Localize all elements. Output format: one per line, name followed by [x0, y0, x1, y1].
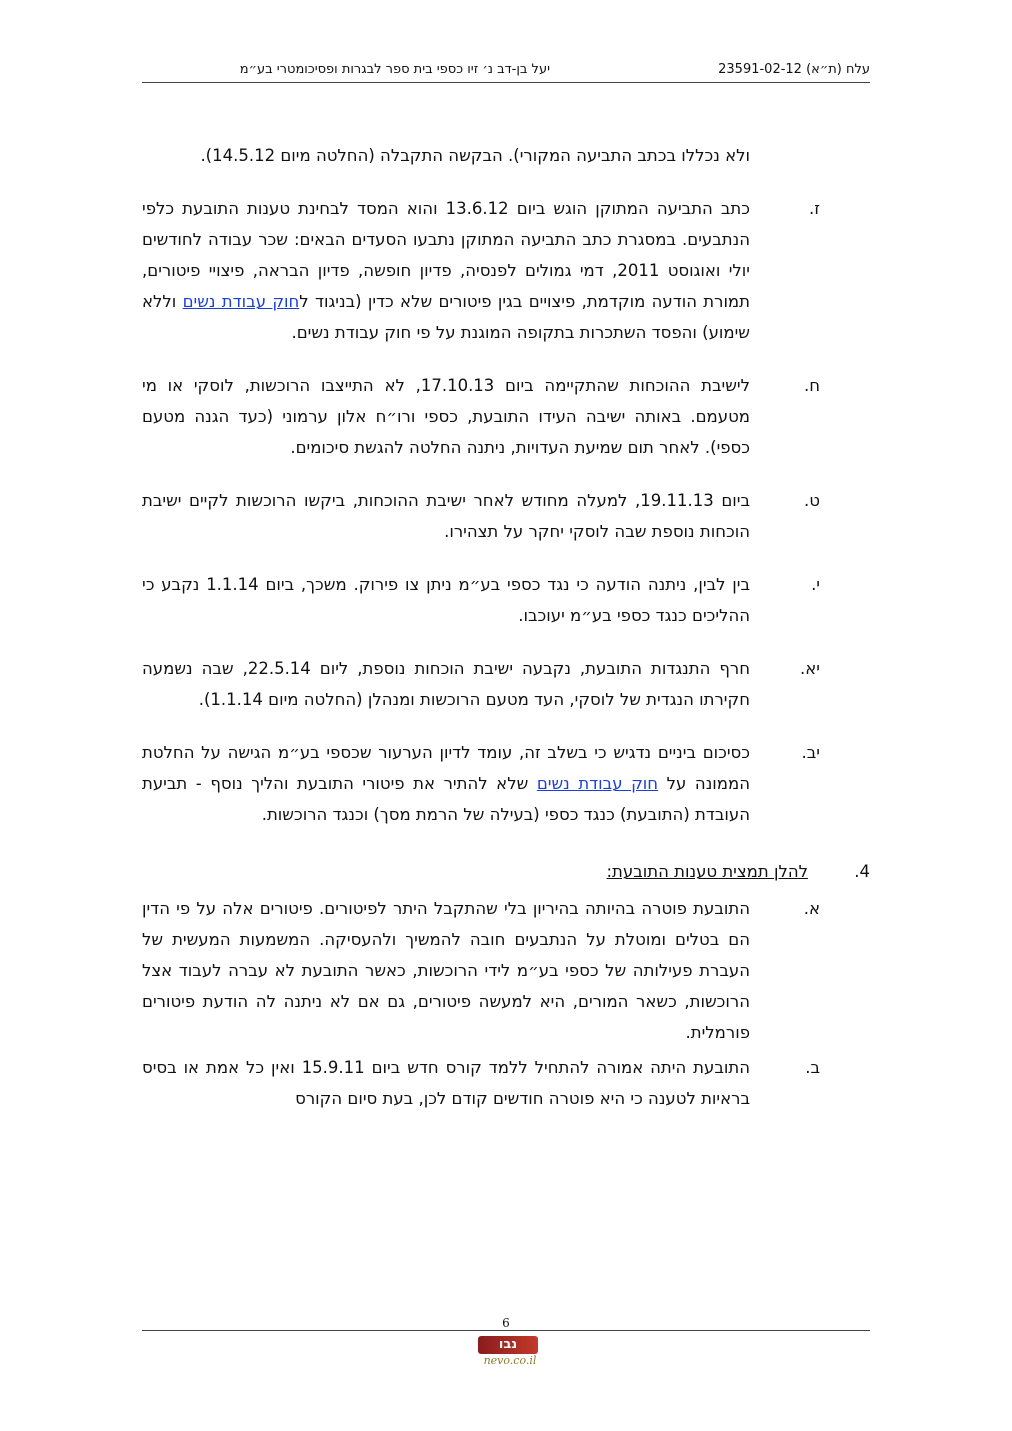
paragraph-text-part: וללא שימוע) והפסד השתכרות בתקופה המוגנת על פי חוק עבודת נשים. [142, 292, 750, 342]
law-link-womens-employment[interactable]: חוק עבודת נשים [536, 774, 659, 793]
paragraph-marker: י. [811, 575, 820, 594]
subparagraph-b [142, 1052, 870, 1114]
paragraph-y [142, 569, 870, 631]
paragraph-ya [142, 653, 870, 715]
footer-divider [142, 1330, 870, 1331]
section-4-heading [142, 856, 870, 887]
paragraph-marker: ב. [805, 1058, 820, 1077]
logo-mark: נבו [478, 1336, 538, 1354]
section-number: 4. [854, 862, 870, 881]
case-title: יעל בן-דב נ׳ זיו כספי בית ספר לבגרות ופסיכומטרי בע״מ [239, 62, 550, 77]
logo-url: nevo.co.il [483, 1354, 537, 1367]
paragraph-text: ביום 19.11.13, למעלה מחודש לאחר ישיבת ההוכחות, ביקשו הרוכשות לקיים ישיבת הוכחות נוספת שבה לוסקי יחקר על תצהירו. [142, 491, 750, 541]
paragraph-marker: יב. [801, 743, 820, 762]
paragraph-text: ולא נכללו בכתב התביעה המקורי). הבקשה התקבלה (החלטה מיום 14.5.12). [200, 146, 750, 165]
paragraph-text: בין לבין, ניתנה הודעה כי נגד כספי בע״מ ניתן צו פירוק. משכך, ביום 1.1.14 נקבע כי ההליכים כנגד כספי בע״מ יעוכבו. [142, 575, 750, 625]
page-header [142, 60, 870, 83]
paragraph-text-part: כסיכום ביניים נדגיש כי בשלב זה, עומד לדיון הערעור שכספי בע״מ הגישה על החלטת הממונה על [142, 743, 750, 793]
paragraph-t [142, 485, 870, 547]
paragraph-marker: ט. [804, 491, 820, 510]
paragraph-text: התובעת פוטרה בהיותה בהיריון בלי שהתקבל היתר לפיטורים. פיטורים אלה על פי הדין הם בטלים ומוטלת על הנתבעים חובה להמשיך ולהעסיקה. המשמעות המעשית של העברת פעילותה של כספי בע״מ לידי הרוכשות, כאשר התובעת לא עברה לעבוד אצל הרוכשות, כשאר המורים, היא למעשה פיטורים, גם אם לא ניתנה לה הודעת פיטורים פורמלית. [142, 899, 750, 1042]
paragraph-marker: א. [803, 899, 820, 918]
section-title: להלן תמצית טענות התובעת: [606, 862, 808, 881]
paragraph-z [142, 193, 870, 348]
paragraph-marker: ח. [803, 376, 820, 395]
paragraph-h [142, 370, 870, 463]
paragraph-marker: ז. [809, 199, 820, 218]
page-number: 6 [502, 1316, 510, 1330]
paragraph-marker: יא. [800, 659, 820, 678]
paragraph-text-part: שלא להתיר את פיטורי התובעת והליך נוסף - תביעת העובדת (התובעת) כנגד כספי (בעילה של הרמת מסך) וכנגד הרוכשות. [142, 774, 750, 824]
paragraph-text-part: כתב התביעה המתוקן הוגש ביום 13.6.12 והוא המסד לבחינת טענות התובעת כלפי הנתבעים. במסגרת כתב התביעה המתוקן נתבעו הסעדים הבאים: שכר עבודה לחודשים יולי ואוגוסט 2011, דמי גמולים לפנסיה, פדיון חופשה, פדיון הבראה, פיצויי פיטורים, תמורת הודעה מוקדמת, פיצויים בגין פיטורים שלא כדין (בניגוד ל [142, 199, 750, 311]
case-number: עלח (ת״א) 23591-02-12 [718, 62, 870, 77]
document-body [142, 140, 870, 1118]
law-link-womens-employment[interactable]: חוק עבודת נשים [182, 292, 300, 311]
paragraph-text: התובעת היתה אמורה להתחיל ללמד קורס חדש ביום 15.9.11 ואין כל אמת או בסיס בראיות לטענה כי היא פוטרה חודשים קודם לכן, בעת סיום הקורס [142, 1058, 750, 1108]
paragraph-yb [142, 737, 870, 830]
continuation-paragraph [142, 140, 870, 171]
paragraph-text [142, 737, 750, 830]
paragraph-text: חרף התנגדות התובעת, נקבעה ישיבת הוכחות נוספת, ליום 22.5.14, שבה נשמעה חקירתו הנגדית של לוסקי, העד מטעם הרוכשות ומנהלן (החלטה מיום 1.1.14). [142, 659, 750, 709]
nevo-logo [470, 1336, 550, 1366]
paragraph-text [142, 193, 750, 348]
paragraph-text: לישיבת ההוכחות שהתקיימה ביום 17.10.13, לא התייצבו הרוכשות, לוסקי או מי מטעמם. באותה ישיבה העידו התובעת, כספי ורו״ח אלון ערמוני (כעד הגנה מטעם כספי). לאחר תום שמיעת העדויות, ניתנה החלטה להגשת סיכומים. [142, 376, 751, 457]
subparagraph-a [142, 893, 870, 1048]
